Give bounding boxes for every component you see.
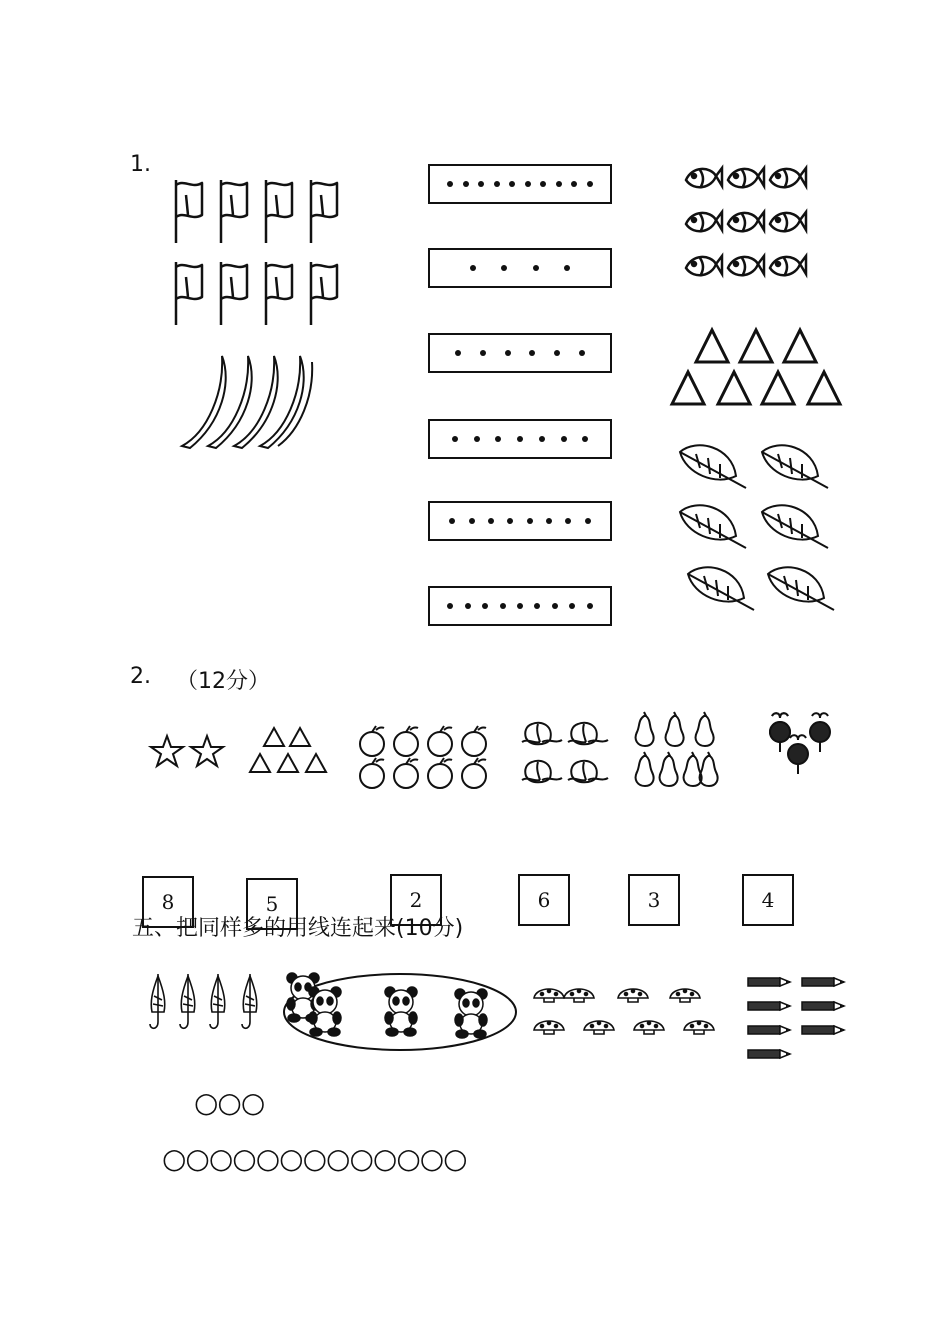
dot-box-1 xyxy=(428,164,612,204)
dot xyxy=(501,265,507,271)
dot xyxy=(585,518,591,524)
dot xyxy=(587,181,593,187)
banana-icon-group xyxy=(178,352,318,452)
question-3-heading: 五、把同样多的用线连起来(10分) xyxy=(132,916,464,941)
panda-icon-group xyxy=(282,972,522,1054)
dot xyxy=(587,603,593,609)
apple-icon-group xyxy=(358,724,498,790)
dot xyxy=(561,436,567,442)
number-box-6: 4 xyxy=(742,874,794,926)
dot xyxy=(565,518,571,524)
dot xyxy=(507,518,513,524)
dot xyxy=(480,350,486,356)
dot xyxy=(469,518,475,524)
pencil-icon-group xyxy=(746,974,850,1060)
dot xyxy=(552,603,558,609)
star-icon-group xyxy=(150,734,228,770)
dot xyxy=(505,350,511,356)
dot xyxy=(529,350,535,356)
mushroom-icon-group xyxy=(532,980,732,1042)
dot xyxy=(447,603,453,609)
dot-box-5 xyxy=(428,501,612,541)
dot-box-4 xyxy=(428,419,612,459)
dot xyxy=(556,181,562,187)
dot xyxy=(470,265,476,271)
dot xyxy=(525,181,531,187)
dot xyxy=(509,181,515,187)
dot xyxy=(482,603,488,609)
dot xyxy=(463,181,469,187)
question-1-number: 1. xyxy=(130,152,151,177)
pear-icon-group xyxy=(632,708,722,790)
radish-icon-group xyxy=(766,710,838,784)
dot xyxy=(571,181,577,187)
umbrella-icon-group xyxy=(146,972,266,1038)
dot xyxy=(569,603,575,609)
number-box-5: 3 xyxy=(628,874,680,926)
circle-row-1: ○○○ xyxy=(194,1086,265,1119)
number-box-2: 5 xyxy=(246,878,298,930)
dot xyxy=(527,518,533,524)
circle-row-2: ○○○○○○○○○○○○○ xyxy=(162,1142,467,1175)
question-2-number: 2. xyxy=(130,664,151,689)
peach-icon-group xyxy=(520,716,616,786)
dot xyxy=(582,436,588,442)
dot xyxy=(579,350,585,356)
small-triangle-icon-group xyxy=(246,726,336,776)
dot xyxy=(517,603,523,609)
question-2-score: （12分） xyxy=(176,669,270,694)
dot xyxy=(447,181,453,187)
dot xyxy=(546,518,552,524)
fish-icon-group xyxy=(682,162,807,290)
dot xyxy=(540,181,546,187)
triangle-icon-group xyxy=(668,326,848,408)
dot xyxy=(452,436,458,442)
dot xyxy=(474,436,480,442)
dot xyxy=(517,436,523,442)
dot xyxy=(539,436,545,442)
dot xyxy=(494,181,500,187)
leaf-icon-group xyxy=(676,438,841,618)
dot xyxy=(564,265,570,271)
dot xyxy=(534,603,540,609)
number-box-1: 8 xyxy=(142,876,194,928)
dot-box-6 xyxy=(428,586,612,626)
dot xyxy=(533,265,539,271)
number-box-4: 6 xyxy=(518,874,570,926)
dot xyxy=(449,518,455,524)
dot xyxy=(500,603,506,609)
dot xyxy=(495,436,501,442)
dot xyxy=(554,350,560,356)
dot xyxy=(465,603,471,609)
dot xyxy=(455,350,461,356)
number-box-3: 2 xyxy=(390,874,442,926)
dot-box-2 xyxy=(428,248,612,288)
dot xyxy=(478,181,484,187)
dot xyxy=(488,518,494,524)
dot-box-3 xyxy=(428,333,612,373)
flag-icon-group xyxy=(170,175,355,330)
